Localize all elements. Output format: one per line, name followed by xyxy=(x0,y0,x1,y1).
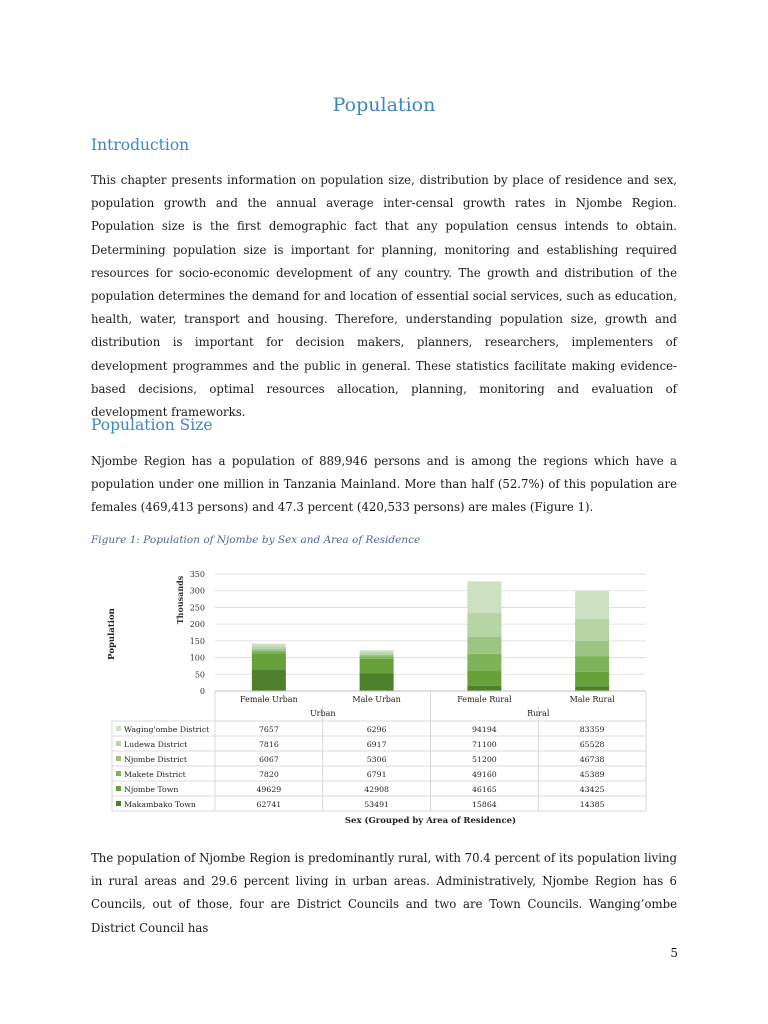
table-cell-value: 14385 xyxy=(579,800,605,809)
legend-label: Makambako Town xyxy=(124,800,196,809)
table-cell-value: 6791 xyxy=(366,770,387,779)
bar-segment xyxy=(575,619,609,641)
population-chart xyxy=(100,562,660,832)
bar-segment xyxy=(252,646,286,649)
legend-swatch xyxy=(116,741,121,746)
table-cell-value: 43425 xyxy=(579,785,605,794)
figure-caption: Figure 1: Population of Njombe by Sex and Area of Residence xyxy=(91,534,421,546)
table-cell-value: 62741 xyxy=(256,800,282,809)
table-cell-value: 6917 xyxy=(366,740,387,749)
x-axis-label: Sex (Grouped by Area of Residence) xyxy=(344,816,517,826)
bar-segment xyxy=(360,673,394,691)
legend-swatch xyxy=(116,726,121,731)
bar-segment xyxy=(252,670,286,691)
bar-segment xyxy=(360,652,394,654)
x-group-label: Urban xyxy=(309,709,336,718)
bar-segment xyxy=(575,672,609,687)
table-cell-value: 83359 xyxy=(579,725,605,734)
table-cell-value: 15864 xyxy=(471,800,497,809)
bar-segment xyxy=(575,657,609,672)
bar-segment xyxy=(575,641,609,657)
table-cell-value: 51200 xyxy=(471,755,497,764)
table-cell-value: 94194 xyxy=(471,725,497,734)
legend-swatch xyxy=(116,801,121,806)
page-number: 5 xyxy=(670,946,678,960)
y-tick-label: 150 xyxy=(189,636,205,646)
bar-segment xyxy=(360,657,394,659)
page-title: Population xyxy=(332,94,436,116)
bar-segment xyxy=(360,659,394,673)
legend-label: Ludewa District xyxy=(124,740,188,749)
population-size-heading: Population Size xyxy=(91,416,213,434)
y-tick-label: 200 xyxy=(189,620,205,630)
table-cell-value: 6067 xyxy=(258,755,279,764)
legend-label: Njombe District xyxy=(124,755,188,764)
y-axis-label: Population xyxy=(107,608,117,660)
introduction-heading: Introduction xyxy=(91,136,190,154)
y-tick-label: 0 xyxy=(199,687,205,696)
y-tick-label: 50 xyxy=(194,670,205,680)
bar-segment xyxy=(252,644,286,647)
population-size-paragraph: Njombe Region has a population of 889,946 persons and is among the regions which have a population under one million in Tanzania Mainland. More than half (52.7%) of this population are females (469,413 persons) and 47.3 percent (420,533 persons) are males (Figure 1). xyxy=(91,454,677,515)
bar-segment xyxy=(467,613,501,637)
table-cell-value: 7820 xyxy=(258,770,279,779)
table-cell-value: 7657 xyxy=(258,725,279,734)
legend-label: Njombe Town xyxy=(124,785,179,794)
table-cell-value: 46165 xyxy=(471,785,497,794)
x-group-label: Rural xyxy=(527,709,550,718)
bar-segment xyxy=(360,655,394,657)
table-cell-value: 53491 xyxy=(364,800,390,809)
introduction-paragraph: This chapter presents information on population size, distribution by place of residence and sex, population growth and the annual average inter-censal growth rates in Njombe Region. Population size is the first demographic fact that any population census intends to obtain. Determining population size is important for planning, monitoring and establishing required resources for socio-economic development of any country. The growth and distribution of the population determines the demand for and location of essential social services, such as education, health, water, transport and housing. Therefore, understanding population size, growth and distribution is important for decision makers, planners, researchers, implementers of development programmes and the public in general. These statistics facilitate making evidence-based decisions, optimal resources allocation, planning, monitoring and evaluation of development frameworks. xyxy=(91,173,677,420)
y-tick-label: 300 xyxy=(189,586,205,596)
bottom-paragraph: The population of Njombe Region is predominantly rural, with 70.4 percent of its population living in rural areas and 29.6 percent living in urban areas. Administratively, Njombe Region has 6 Councils, out of those, four are District Councils and two are Town Councils. Wanging’ombe District Council has xyxy=(91,851,677,935)
legend-label: Makete District xyxy=(124,770,186,779)
y-tick-label: 350 xyxy=(189,570,205,579)
table-cell-value: 6296 xyxy=(366,725,387,734)
legend-swatch xyxy=(116,771,121,776)
table-cell-value: 45389 xyxy=(579,770,605,779)
table-cell-value: 49160 xyxy=(471,770,497,779)
bar-segment xyxy=(467,670,501,685)
y-tick-label: 250 xyxy=(189,603,205,613)
y-unit-label: Thousands xyxy=(175,575,185,625)
table-cell-value: 49629 xyxy=(256,785,282,794)
legend-swatch xyxy=(116,756,121,761)
bar-segment xyxy=(360,650,394,652)
y-tick-label: 100 xyxy=(189,653,205,663)
x-category-label: Female Rural xyxy=(457,695,512,704)
bar-segment xyxy=(252,653,286,670)
bar-segment xyxy=(467,581,501,612)
table-cell-value: 71100 xyxy=(471,740,497,749)
bar-segment xyxy=(252,651,286,654)
table-cell-value: 42908 xyxy=(364,785,390,794)
table-cell-value: 65528 xyxy=(579,740,605,749)
bar-segment xyxy=(575,686,609,691)
x-category-label: Female Urban xyxy=(240,695,298,704)
table-cell-value: 7816 xyxy=(258,740,279,749)
legend-swatch xyxy=(116,786,121,791)
table-cell-value: 46738 xyxy=(579,755,605,764)
x-category-label: Male Urban xyxy=(352,695,401,704)
bar-segment xyxy=(467,654,501,670)
bar-segment xyxy=(467,686,501,691)
bar-segment xyxy=(252,649,286,651)
legend-label: Waging'ombe District xyxy=(124,725,210,734)
table-cell-value: 5306 xyxy=(366,755,387,764)
bar-segment xyxy=(467,637,501,654)
bar-segment xyxy=(575,591,609,619)
x-category-label: Male Rural xyxy=(569,695,615,704)
